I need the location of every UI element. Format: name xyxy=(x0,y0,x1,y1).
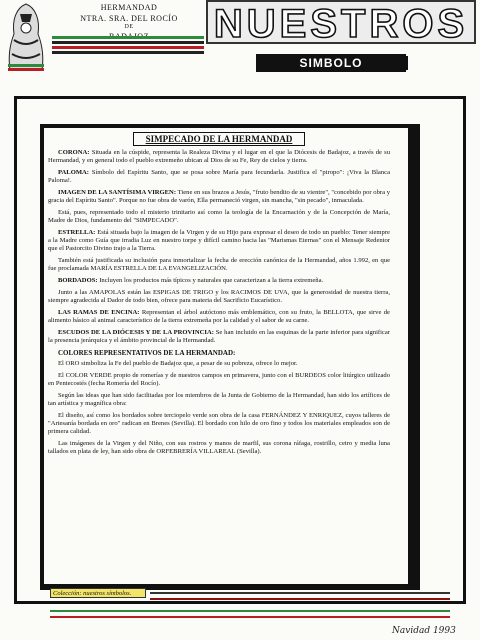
banner-subtitle: SIMBOLO xyxy=(299,56,363,70)
escudos-text: Se han incluido en las esquinas de la parte inferior para significar la presencia jerárquica y el ámbito provincial de la Hermandad. xyxy=(48,329,390,344)
bordados-heading: BORDADOS: xyxy=(58,277,98,284)
collection-caption: Colección: nuestros símbolos. xyxy=(50,588,146,598)
encina-text: Representan el árbol autóctono más emblemático, con su fruto, la BELLOTA, que sirve de alimento básico al animal característico de la tierra extremeña por la calidad y el sabor de su carne. xyxy=(48,309,390,324)
banner-title-box xyxy=(206,0,476,44)
bordados-text: Incluyen los productos más típicos y naturales que caracterizan a la tierra extremeña. xyxy=(99,277,324,284)
header-line-3: DE xyxy=(124,24,134,30)
paragraph-encina xyxy=(48,309,390,325)
paragraph-erection: También está justificada su inclusión para inmortalizar la fecha de erección canónica de la Hermandad, años 1.992, en que fue proclamada MARÍA ESTRELLA DE LA EVANGELIZACIÓN. xyxy=(48,257,390,272)
virgin-emblem-icon xyxy=(2,0,50,74)
banner-title: NUESTROS xyxy=(213,2,469,46)
imagen-text: Tiene en sus brazos a Jesús, "fruto bendito de su vientre", "concebido por obra y gracia del Espíritu Santo". Porque no fue obra de varón, Ella permaneció virgen, sin mancha, "sin pecado", inmaculada. xyxy=(48,189,391,204)
escudos-heading: ESCUDOS DE LA DIÓCESIS Y DE LA PROVINCIA: xyxy=(58,329,214,336)
estrella-text: Está situada bajo la imagen de la Virgen y de su Hijo para expresar el deseo de todo un pueblo: Tener siempre a la Madre como Guía que irradia Luz en nuestro torpe y difícil camino hacia las "Marismas Eternas" con el Mensaje Redentor que el Pastorcito Divino trajo a la Tierra. xyxy=(48,229,390,252)
bottom-flag-lines xyxy=(50,610,450,622)
banner-subtitle-tab xyxy=(404,56,408,70)
colors-section-heading: COLORES REPRESENTATIVOS DE LA HERMANDAD: xyxy=(58,349,236,357)
estrella-heading: ESTRELLA: xyxy=(58,229,96,236)
paragraph-corona xyxy=(48,149,390,165)
paragraph-amapolas: Junto a las AMAPOLAS están las ESPIGAS DE TRIGO y los RACIMOS DE UVA, que la generosidad de nuestra tierra, siempre agradecida al Dador de todo bien, ofrece para materia del Sacrificio Eucarístico. xyxy=(48,289,390,304)
paragraph-junta: Según las ideas que han sido facilitadas por los miembros de la Junta de Gobierno de la Hermandad, han sido los artífices de tan artística y magnífica obra: xyxy=(48,392,390,407)
paragraph-imagenes: Las imágenes de la Virgen y del Niño, con sus rostros y manos de marfil, sus corona ráfaga, rostrillo, cetro y media luna tallados en plata de ley, han sido obra de ORFEBRERÍA VILLAREAL (Sevilla). xyxy=(48,440,390,455)
document-body xyxy=(48,132,390,460)
corona-heading: CORONA: xyxy=(58,149,90,156)
corona-text: Situada en la cúspide, representa la Realeza Divina y el lugar en el que la Diócesis de Badajoz, a través de su Hermandad, y en general todo el pueblo extremeño ubican al Dios de su Fe, Rey de cielos y tierra. xyxy=(48,149,390,164)
paragraph-bordados xyxy=(48,277,390,285)
header-line-2: NTRA. SRA. DEL ROCÍO xyxy=(80,14,178,23)
paragraph-imagen xyxy=(48,189,390,205)
encina-heading: LAS RAMAS DE ENCINA: xyxy=(58,309,140,316)
caption-rule-red xyxy=(150,598,450,600)
handwritten-date: Navidad 1993 xyxy=(392,626,456,636)
imagen-heading: IMAGEN DE LA SANTÍSIMA VIRGEN: xyxy=(58,189,177,196)
paragraph-diseno: El diseño, así como los bordados sobre terciopelo verde son obra de la casa FERNÁNDEZ Y ENRIQUEZ, cuyos talleres de "Artesanía bordada en oro" radican en Brenes (Sevilla). El bordado con hilo de oro fino y todos los materiales empleados son de primera calidad. xyxy=(48,412,390,435)
header-line-1: HERMANDAD xyxy=(100,3,158,12)
flag-stripes xyxy=(52,36,204,56)
paragraph-paloma xyxy=(48,169,390,185)
paragraph-verde: El COLOR VERDE propio de romerías y de nuestros campos en primavera, junto con el BURDEOS color litúrgico utilizado en Pentecostés (fecha Romería del Rocío). xyxy=(48,372,390,387)
paragraph-trinitario: Está, pues, representado todo el misterio trinitario así como la teología de la Encarnación y de la Concepción de María, Madre de Dios, fundamento del "SIMPECADO". xyxy=(48,209,390,224)
banner-subtitle-box xyxy=(256,54,406,72)
caption-rule-dark xyxy=(150,592,450,594)
paragraph-escudos xyxy=(48,329,390,345)
paloma-text: Símbolo del Espíritu Santo, que se posa sobre María para fecundarla. Justifica el "piropo": ¡Viva la Blanca Paloma!. xyxy=(48,169,390,184)
paragraph-oro: El ORO simboliza la Fe del pueblo de Badajoz que, a pesar de su pobreza, ofrece lo mejor. xyxy=(58,360,298,367)
paloma-heading: PALOMA: xyxy=(58,169,90,176)
document-title: SIMPECADO DE LA HERMANDAD xyxy=(133,132,305,146)
paragraph-estrella xyxy=(48,229,390,253)
